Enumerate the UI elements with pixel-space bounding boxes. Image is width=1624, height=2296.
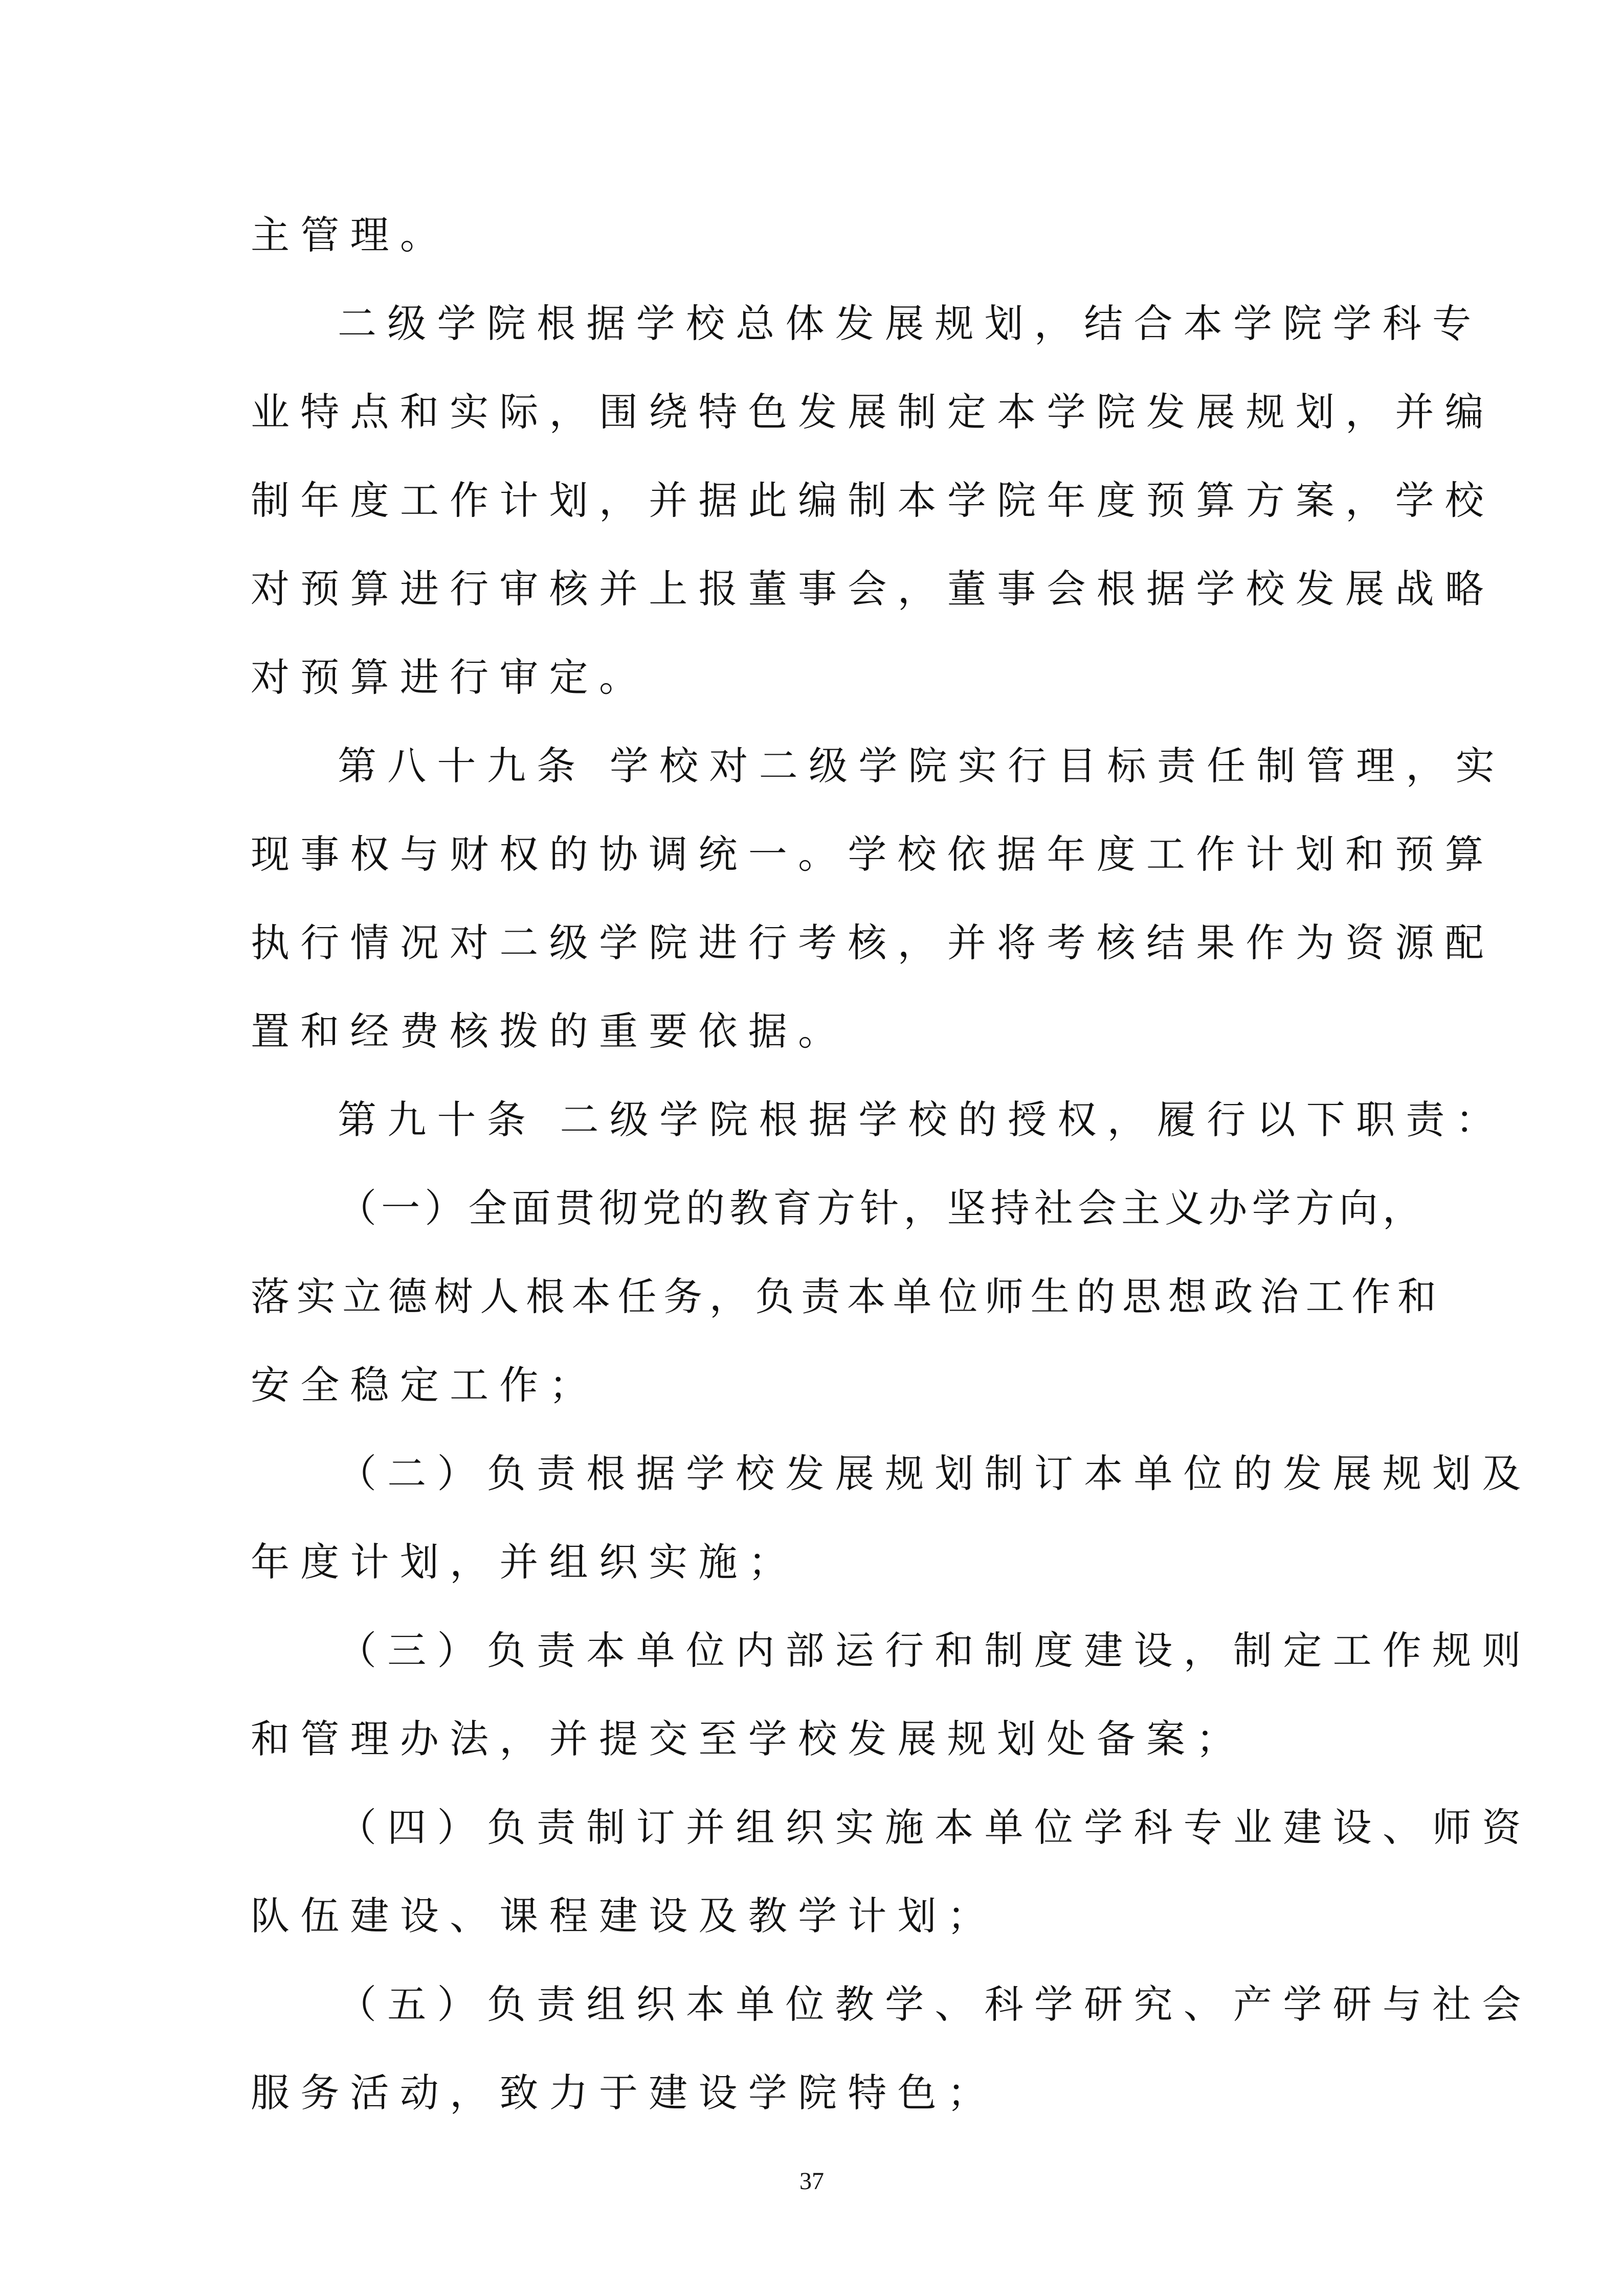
text-line: 队伍建设、课程建设及教学计划；: [251, 1893, 997, 1939]
page-number: 37: [799, 2168, 824, 2195]
text-line: 置和经费核拨的重要依据。: [251, 1008, 848, 1054]
text-line: 现事权与财权的协调统一。学校依据年度工作计划和预算: [251, 831, 1495, 877]
list-item-4-line: （四）负责制订并组织实施本单位学科专业建设、师资: [338, 1805, 1532, 1850]
text-line: 主管理。: [251, 212, 450, 258]
list-item-5-line: （五）负责组织本单位教学、科学研究、产学研与社会: [338, 1982, 1532, 2027]
text-line: 执行情况对二级学院进行考核，并将考核结果作为资源配: [251, 920, 1495, 965]
paragraph-line: 二级学院根据学校总体发展规划，结合本学院学科专: [338, 301, 1482, 346]
text-line: 业特点和实际，围绕特色发展制定本学院发展规划，并编: [251, 389, 1495, 435]
list-item-2-line: （二）负责根据学校发展规划制订本单位的发展规划及: [338, 1451, 1532, 1496]
text-line: 落实立德树人根本任务，负责本单位师生的思想政治工作和: [251, 1274, 1443, 1319]
text-line: 制年度工作计划，并据此编制本学院年度预算方案，学校: [251, 478, 1495, 523]
text-line: 对预算进行审核并上报董事会，董事会根据学校发展战略: [251, 566, 1495, 612]
text-line: 安全稳定工作；: [251, 1362, 599, 1408]
text-line: 服务活动，致力于建设学院特色；: [251, 2070, 997, 2115]
text-line: 年度计划，并组织实施；: [251, 1539, 798, 1585]
list-item-3-line: （三）负责本单位内部运行和制度建设，制定工作规则: [338, 1628, 1532, 1673]
list-item-1-line: （一）全面贯彻党的教育方针，坚持社会主义办学方向，: [338, 1185, 1426, 1231]
article-90-line: 第九十条 二级学院根据学校的授权，履行以下职责：: [338, 1097, 1505, 1142]
text-line: 对预算进行审定。: [251, 655, 649, 700]
article-89-line: 第八十九条 学校对二级学院实行目标责任制管理，实: [338, 743, 1505, 789]
text-line: 和管理办法，并提交至学校发展规划处备案；: [251, 1716, 1246, 1762]
